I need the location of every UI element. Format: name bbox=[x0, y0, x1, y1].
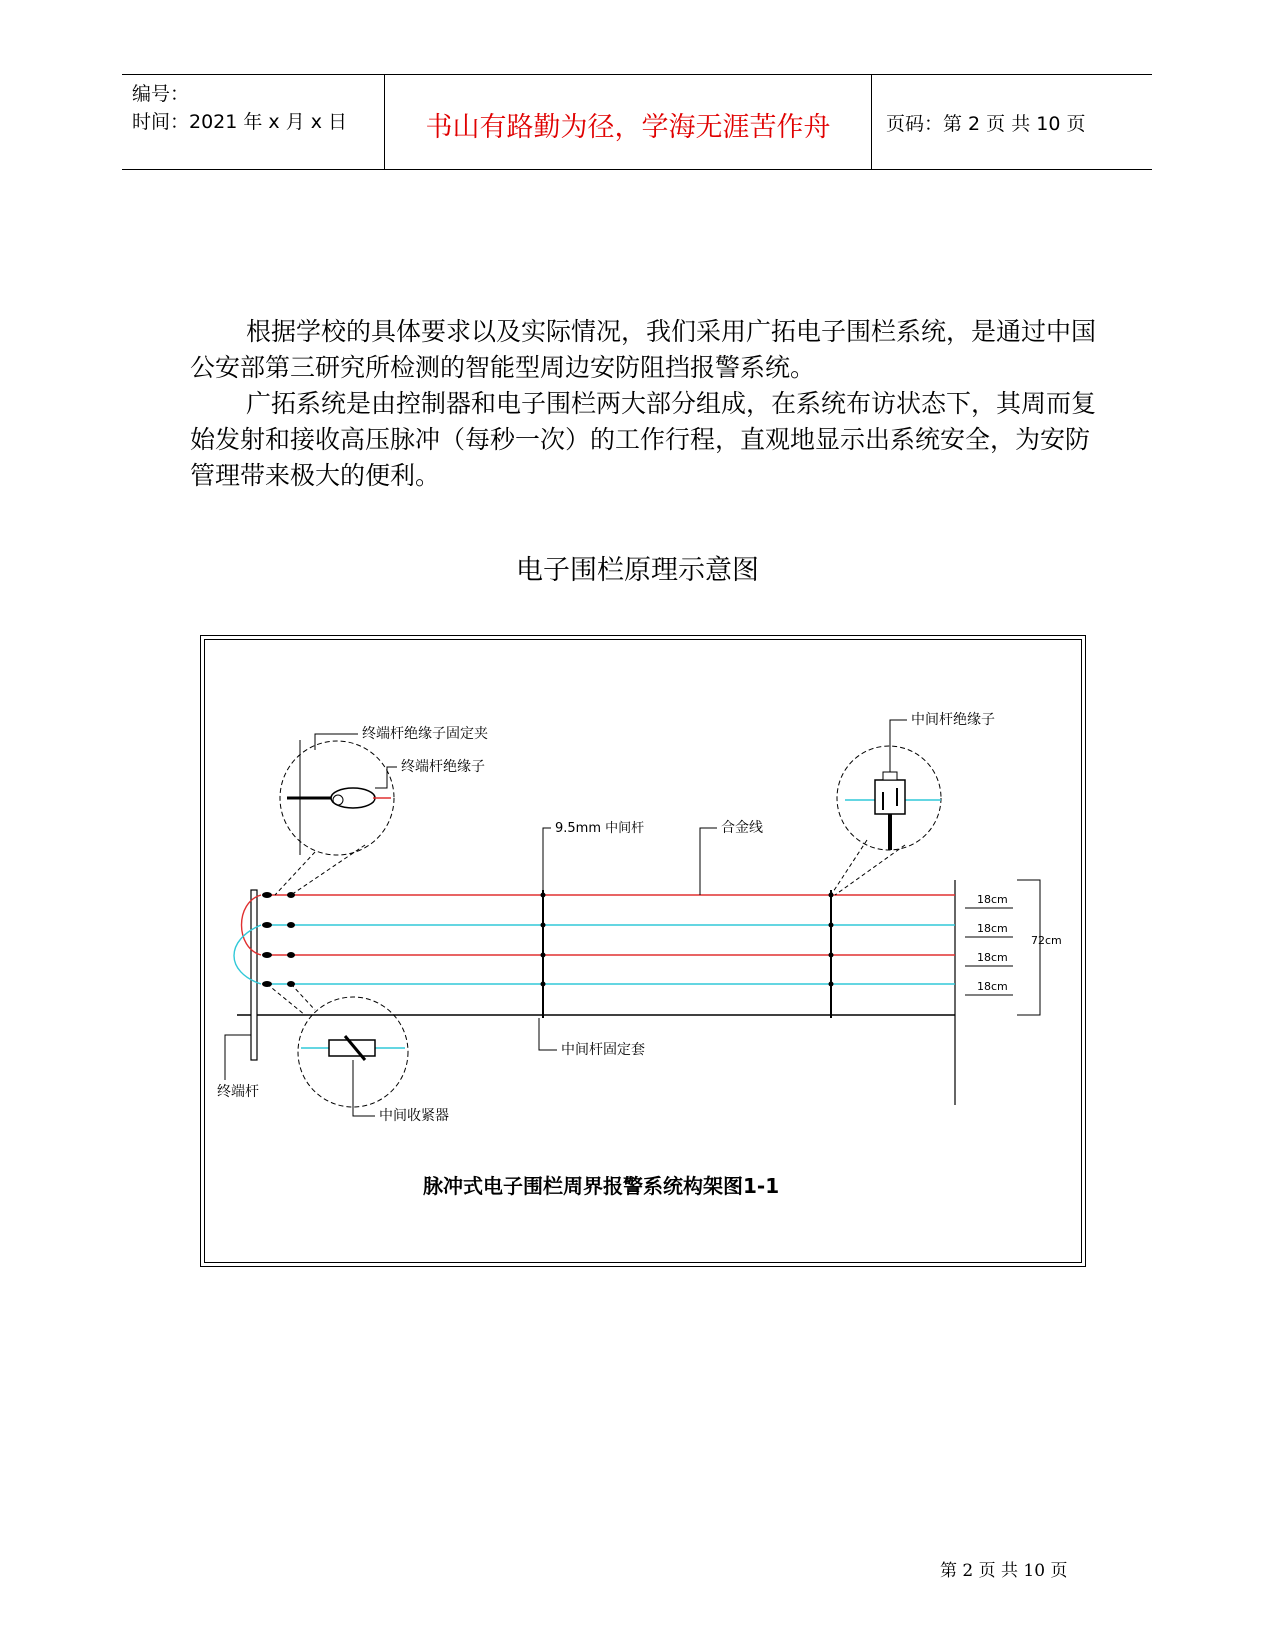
fence-diagram bbox=[205, 640, 1081, 1262]
fence-diagram-frame bbox=[200, 635, 1086, 1267]
label-end-insulator: 终端杆绝缘子 bbox=[401, 759, 485, 775]
figure-caption: 电子围栏原理示意图 bbox=[516, 555, 759, 586]
paragraph-2: 广拓系统是由控制器和电子围栏两大部分组成，在系统布访状态下，其周而复始发射和接收高压脉冲（每秒一次）的工作行程，直观地显示出系统安全，为安防管理带来极大的便利。 bbox=[190, 389, 1097, 490]
label-gap-3: 18cm bbox=[977, 951, 1008, 964]
diagram-title: 脉冲式电子围栏周界报警系统构架图1-1 bbox=[423, 1174, 780, 1198]
label-end-pole: 终端杆 bbox=[217, 1084, 259, 1100]
header-motto-cell bbox=[385, 75, 872, 169]
label-gap-4: 18cm bbox=[977, 980, 1008, 993]
page-header bbox=[122, 74, 1152, 170]
label-mid-insulator: 中间杆绝缘子 bbox=[911, 712, 995, 728]
label-total: 72cm bbox=[1031, 934, 1062, 947]
label-tensioner: 中间收紧器 bbox=[379, 1108, 449, 1124]
label-mid-pole: 9.5mm 中间杆 bbox=[555, 821, 645, 836]
header-page-cell bbox=[872, 75, 1152, 169]
end-insulators bbox=[262, 892, 295, 987]
date-label: 时间：2021 年 x 月 x 日 bbox=[132, 111, 348, 133]
number-label: 编号： bbox=[132, 83, 190, 105]
motto: 书山有路勤为径，学海无涯苦作舟 bbox=[425, 112, 831, 143]
end-pole bbox=[251, 890, 257, 1060]
header-info-cell bbox=[122, 75, 385, 169]
label-gap-1: 18cm bbox=[977, 893, 1008, 906]
page-footer: 第 2 页 共 10 页 bbox=[940, 1561, 1068, 1581]
label-mid-sleeve: 中间杆固定套 bbox=[561, 1042, 645, 1058]
paragraph-1: 根据学校的具体要求以及实际情况，我们采用广拓电子围栏系统，是通过中国公安部第三研究所检测的智能型周边安防阻挡报警系统。 bbox=[190, 317, 1097, 382]
label-gap-2: 18cm bbox=[977, 922, 1008, 935]
label-end-clip: 终端杆绝缘子固定夹 bbox=[362, 726, 488, 742]
label-alloy-wire: 合金线 bbox=[721, 820, 763, 836]
page-number-label: 页码：第 2 页 共 10 页 bbox=[886, 113, 1086, 135]
